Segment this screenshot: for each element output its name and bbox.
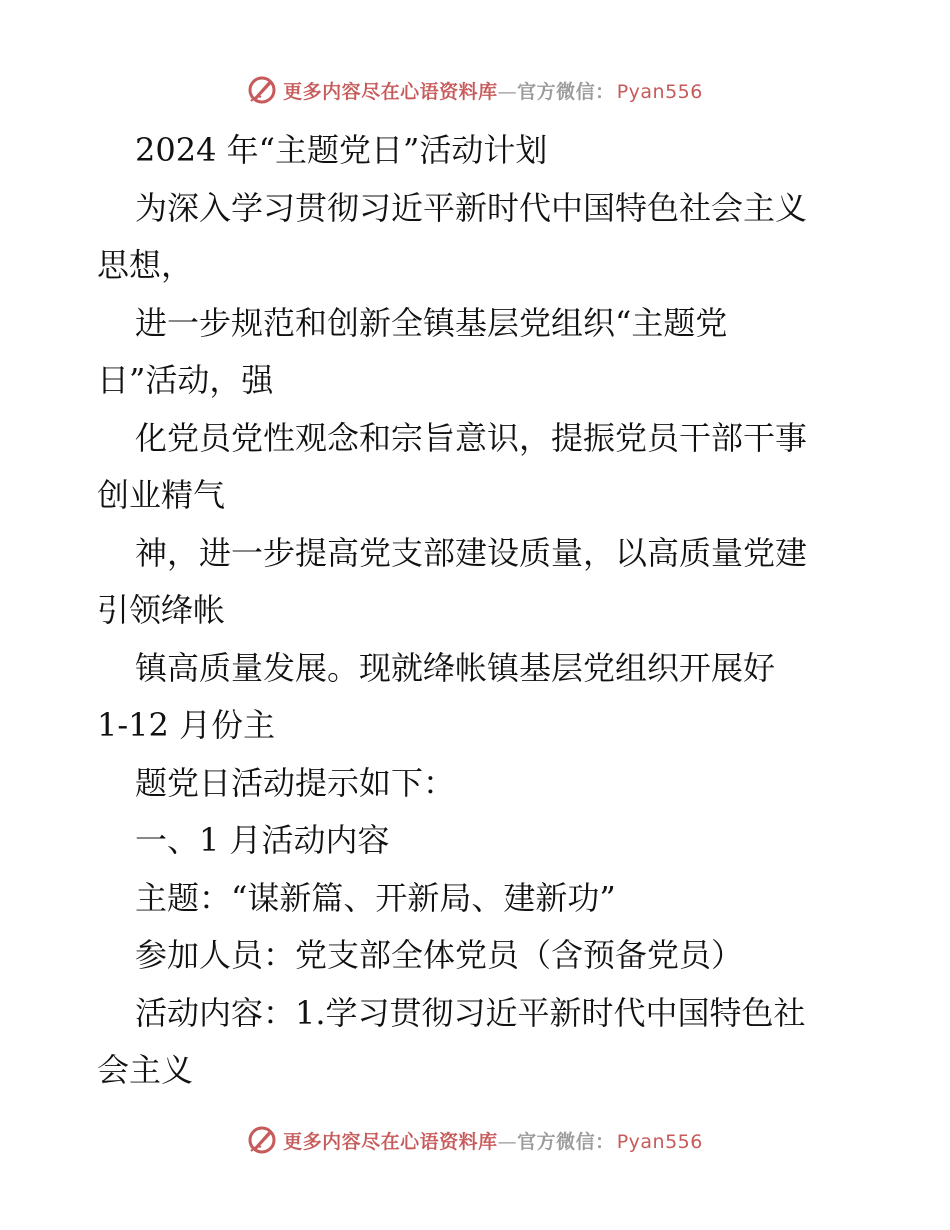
paragraph-line: 创业精气 — [97, 476, 226, 514]
watermark-separator: — — [497, 80, 518, 103]
paragraph-line: 题党日活动提示如下： — [135, 763, 456, 802]
document-title: 2024 年“主题党日”活动计划 — [135, 131, 548, 169]
activity-content-line: 活动内容：1.学习贯彻习近平新时代中国特色社 — [135, 993, 806, 1032]
paragraph-line: 镇高质量发展。现就绛帐镇基层党组织开展好 — [135, 648, 776, 687]
watermark-wechat-id: Pyan556 — [616, 1130, 703, 1153]
paragraph-line: 日”活动，强 — [97, 361, 274, 399]
participants-line: 参加人员：党支部全体党员（含预备党员） — [135, 936, 744, 974]
paragraph-line: 进一步规范和创新全镇基层党组织“主题党 — [135, 303, 728, 342]
watermark-main-text: 更多内容尽在心语资料库 — [283, 1130, 498, 1153]
section-heading: 一、1 月活动内容 — [135, 821, 390, 859]
quill-logo-icon — [247, 75, 277, 105]
paragraph-line: 1-12 月份主 — [97, 706, 276, 744]
footer-watermark — [0, 1120, 950, 1160]
document-body — [97, 122, 857, 1100]
watermark-separator: — — [497, 1130, 518, 1153]
theme-line: 主题：“谋新篇、开新局、建新功” — [135, 878, 616, 917]
watermark-sub-text: 官方微信： — [517, 1130, 615, 1153]
paragraph-line: 会主义 — [97, 1051, 194, 1089]
header-watermark — [0, 70, 950, 110]
watermark-wechat-id: Pyan556 — [616, 80, 703, 103]
paragraph-line: 神，进一步提高党支部建设质量，以高质量党建 — [135, 533, 808, 572]
watermark-text — [283, 1127, 703, 1154]
watermark-text — [283, 77, 703, 104]
watermark-main-text: 更多内容尽在心语资料库 — [283, 80, 498, 103]
paragraph-line: 思想， — [97, 246, 194, 284]
paragraph-line: 化党员党性观念和宗旨意识，提振党员干部干事 — [135, 418, 808, 457]
watermark-sub-text: 官方微信： — [517, 80, 615, 103]
quill-logo-icon — [247, 1125, 277, 1155]
paragraph-line: 为深入学习贯彻习近平新时代中国特色社会主义 — [135, 188, 808, 227]
paragraph-line: 引领绛帐 — [97, 591, 226, 629]
